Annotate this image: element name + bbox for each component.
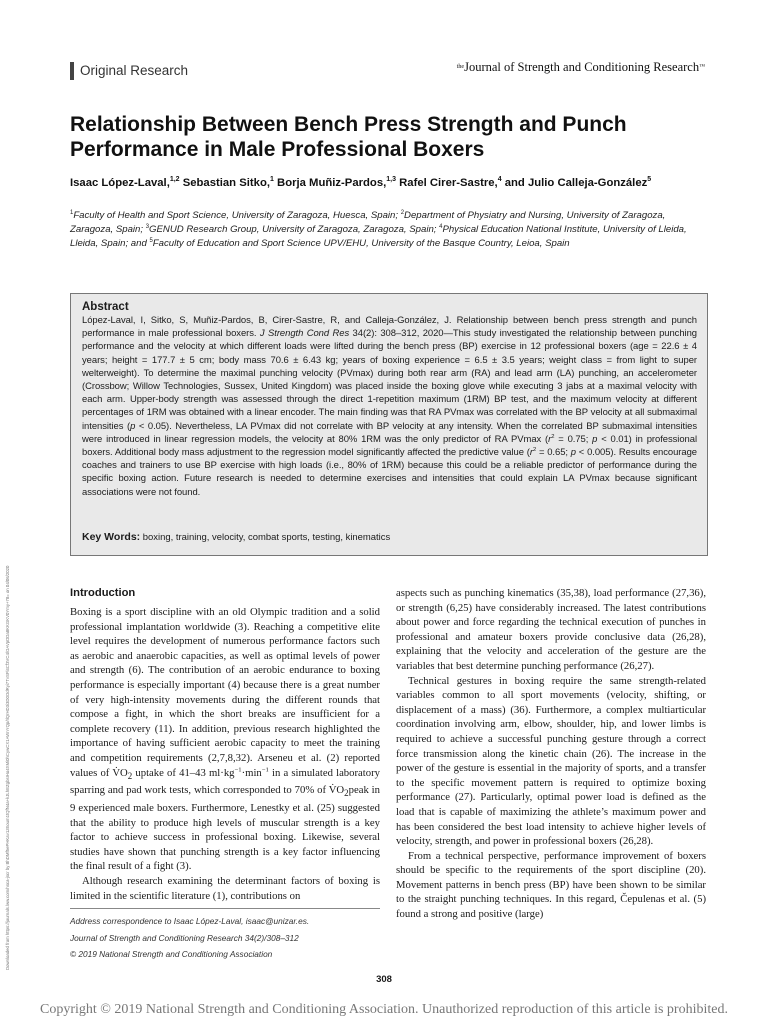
journal-title: Journal of Strength and Conditioning Research	[464, 60, 700, 74]
affil-marker: 5	[149, 237, 153, 244]
affil-marker: 3	[145, 223, 150, 230]
superscript: −1	[261, 765, 269, 773]
author-name: Borja Muñiz-Pardos,	[273, 177, 387, 189]
abstract-stat: p	[130, 420, 136, 432]
affil-text: Faculty of Health and Sport Science, University of Zaragoza, Huesca, Spain;	[73, 210, 401, 221]
copyright-note: © 2019 National Strength and Conditioning Association	[70, 949, 273, 959]
article-title: Relationship Between Bench Press Strength and Punch Performance in Male Professional Boxers	[70, 113, 627, 161]
author-list	[70, 176, 710, 190]
download-watermark-text: Downloaded from https://journals.lww.com/nsca-jscr by BhDMf5ePHKav1zEoum1tQfN4a+kJLhEZgbsIHo4XMi0hCywCX1AWnYQp/IlQrHD3i3D0OdRyi7TvSFl4Cf3VC4/OAVpDDa8KKGKV0Ymy+78= on 04/06/2020	[5, 565, 10, 970]
author-affil: 5	[647, 176, 652, 184]
journal-name	[456, 58, 705, 76]
subscript: 2	[344, 788, 349, 799]
abstract-text: 34(2): 308–312, 2020—This study investigated the relationship between punching performance and the velocity at which different loads were lifted during the bench press (BP) exercise in 12 professional boxers (age = 22.6 ± 4 years; height = 177.7 ± 5 cm; body mass 70.6 ± 6.43 kg; years of boxing experience = 6.5 ± 3.5 years; weight class = from light to super welterweight). To determine the maximal punching velocity (PVmax) during both rear arm (RA) and lead arm (LA) punching, an accelerometer (Crossbow; Willow Technologies, Sussex, United Kingdom) was placed inside the boxing glove while executing 3 jabs at a maximal velocity with each arm. Upper-body strength was assessed through the direct 1-repetition maximum (1RM) BP test, and the maximum velocity at different percentages of 1RM was obtained with a linear encoder. The main finding was that RA PVmax was correlated with the BP velocity at all submaximal intensities (	[82, 328, 697, 432]
body-paragraph: Although research examining the determinant factors of boxing is limited in the scientific literature (1), contributions on	[70, 874, 380, 902]
abstract-journal: J Strength Cond Res	[259, 328, 350, 340]
abstract-box	[70, 293, 708, 556]
affil-marker: 1	[70, 209, 74, 216]
body-paragraph: From a technical perspective, performance improvement of boxers should be specific to the requirements of the sport discipline (20). Movement patterns in bench press (BP) have been shown to be similar to the straight punching techniques. In this regard, Čepulenas et al. (5) found a strong and positive (large)	[396, 849, 706, 921]
correspondence-note: Address correspondence to Isaac López-Laval, isaac@unizar.es.	[70, 916, 310, 926]
affil-text: Physical Education National Institute, University of Lleida, Lleida, Spain; and	[70, 223, 687, 249]
paragraph-text: uptake of 41–43 ml·kg	[132, 766, 235, 779]
author-affil: 1,2	[169, 176, 180, 184]
journal-tm: ™	[699, 64, 705, 70]
affil-text: GENUD Research Group, University of Zaragoza, Zaragoza, Spain;	[149, 223, 440, 235]
superscript: −1	[234, 765, 242, 773]
journal-reference: Journal of Strength and Conditioning Research 34(2)/308–312	[70, 932, 299, 943]
bottom-copyright: Copyright © 2019 National Strength and Conditioning Association. Unauthorized reproduction of this article is prohibited.	[40, 1002, 728, 1017]
affil-text: Faculty of Education and Sport Science UPV/EHU, University of the Basque Country, Leioa, Spain	[152, 237, 570, 249]
abstract-citation: López-Laval, I, Sitko, S, Muñiz-Pardos, B, Cirer-Sastre, R, and Calleja-González, J. Relationship between bench press strength and punch performance in male professional boxers.	[82, 315, 697, 340]
body-paragraph	[70, 605, 380, 874]
abstract-stat: r	[529, 447, 533, 459]
abstract-stat: p	[570, 447, 576, 459]
footnotes	[70, 908, 380, 963]
author-affil: 4	[497, 176, 502, 184]
author-name: Rafel Cirer-Sastre,	[395, 177, 498, 189]
affil-marker: 4	[439, 223, 443, 230]
keywords-label: Key Words:	[82, 531, 141, 543]
abstract-text: = 0.75;	[554, 433, 593, 445]
abstract-stat: r	[548, 433, 552, 445]
download-watermark	[4, 210, 12, 970]
paragraph-text: Boxing is a sport discipline with an old Olympic tradition and a solid professional implantation worldwide (3). Reaching a competitive elite level requires the development of numerous performance factors such as aerobic and anaerobic capacities, as well as optimal levels of power and strength (6). The contribution of an aerobic endurance to boxing performance is especially important (4) because there is a great number of very high-intensity movements during the different rounds that compose a fight, in which the short breaks are insufficient for a complete recovery (11). In addition, previous research highlighted the importance of having sufficient aerobic capacity to meet the training and competition requirements (2,7,8,32). Arseneu et al. (2) reported values of V̇O	[70, 606, 380, 779]
abstract-text: = 0.65;	[536, 447, 571, 459]
abstract-text: < 0.05). Nevertheless, LA PVmax did not correlate with BP velocity at any intensity. When the correlated BP submaximal intensities were introduced in linear regression models, the velocity at 80% 1RM was the only predictor of RA PVmax (	[82, 420, 697, 445]
affiliations	[70, 209, 710, 250]
body-paragraph: aspects such as punching kinematics (35,38), load performance (27,36), or strength (6,25) have considerably increased. The latest contributions about power and force regarding the technical execution of punches in professional and amateur boxers provide conclusive data (26,28), explaining that the velocity and acceleration of the gesture are the variables that best determine punching performance (26,27).	[396, 587, 706, 672]
abstract-heading: Abstract	[82, 301, 129, 313]
author-affil: 1	[269, 176, 274, 184]
page-header	[70, 58, 705, 84]
section-label: Original Research	[70, 62, 188, 80]
keywords	[82, 531, 390, 543]
subscript: 2	[127, 770, 133, 781]
author-name: Isaac López-Laval,	[70, 177, 170, 189]
page-number: 308	[376, 974, 392, 985]
body-column-left	[70, 586, 380, 903]
section-heading-introduction: Introduction	[70, 587, 136, 599]
affil-marker: 2	[400, 209, 405, 216]
body-paragraph: Technical gestures in boxing require the same strength-related variables common to all sport movements (velocity, shifting, or displacement of a mass) (36). Furthermore, a complex multiarticular coordination involving arm, elbow, shoulder, hip, and lower limbs is required to achieve a successful punching gesture through a correct force transmission along the kinetic chain (26). The increase in the power of the gesture is essential in the majority of sports, and a transfer to the specific movement pattern is required to optimize boxing performance (27). Particularly, optimal power load is defined as the load that is capable of maximizing the athlete’s maximum power and has been considered the best load intensity to achieve higher levels of velocity, strength, and power in professional boxers (26,28).	[396, 674, 706, 848]
body-column-right	[396, 586, 706, 922]
abstract-stat: p	[592, 433, 598, 445]
paragraph-text: peak in 9 experienced male boxers. Furthermore, Lenestky et al. (25) suggested that the ability to produce high levels of muscular strength is a key factor to achieve success in professional boxing. Likewise, several studies have shown that punching strength is a key factor influencing the final result of a fight (3).	[70, 784, 380, 873]
abstract-text: < 0.005). Results encourage coaches and trainers to use BP exercise with high loads (i.e., 80% of 1RM) because this could be a reliable predictor of performance during the specific boxing action. Future research is needed to determine exercises and intensities that could explain LA PVmax because significant associations were not found.	[82, 447, 697, 498]
abstract-stat-sup: 2	[551, 433, 555, 440]
keywords-list: boxing, training, velocity, combat sports, testing, kinematics	[140, 532, 391, 543]
abstract-stat-sup: 2	[532, 446, 537, 453]
abstract-text: < 0.01) in professional boxers. Additional body mass adjustment to the regression model significantly affected the predictive value (	[82, 433, 697, 459]
author-affil: 1,3	[386, 176, 396, 184]
affil-text: Department of Physiatry and Nursing, University of Zaragoza, Zaragoza, Spain;	[70, 210, 666, 235]
paragraph-text: ·min	[241, 766, 262, 779]
journal-the: the	[456, 64, 465, 70]
abstract-body	[82, 314, 697, 499]
paragraph-text: in a simulated laboratory sparring and pad work tests, which corresponded to 70% of V̇O	[70, 766, 381, 797]
author-name: and Julio Calleja-González	[501, 177, 648, 189]
author-name: Sebastian Sitko,	[179, 177, 270, 189]
